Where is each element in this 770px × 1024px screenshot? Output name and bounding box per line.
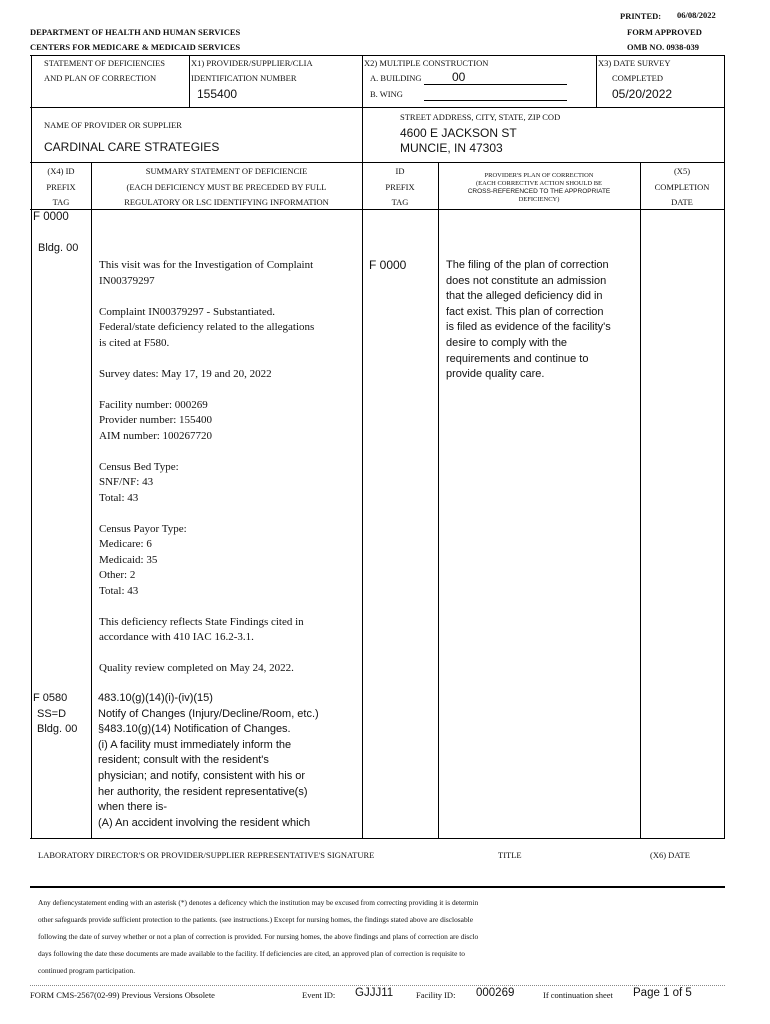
summary-para xyxy=(99,367,314,383)
id-header-2: PREFIX xyxy=(385,182,415,192)
page-number: Page 1 of 5 xyxy=(633,987,692,999)
summary-line: Complaint IN00379297 - Substantiated. xyxy=(99,305,275,318)
x1-label-2: IDENTIFICATION NUMBER xyxy=(191,73,297,83)
f580-line: her authority, the resident representative(s) xyxy=(98,785,308,798)
address-label: STREET ADDRESS, CITY, STATE, ZIP COD xyxy=(400,112,561,122)
summary-line: Survey dates: May 17, 19 and 20, 2022 xyxy=(99,367,272,380)
summary-line: Medicare: 6 xyxy=(99,538,152,550)
form-number: FORM CMS-2567(02-99) Previous Versions Obsolete xyxy=(30,990,215,1000)
summary-line: Census Bed Type: xyxy=(99,460,179,473)
form-approved: FORM APPROVED xyxy=(627,27,702,37)
summary-para xyxy=(99,398,314,445)
summary-line: Other: 2 xyxy=(99,569,136,581)
summary-line: Federal/state deficiency related to the allegations xyxy=(99,321,315,333)
summary-header-1: SUMMARY STATEMENT OF DEFICIENCIE xyxy=(145,166,308,176)
plan-line: desire to comply with the xyxy=(446,336,568,349)
plan-line: requirements and continue to xyxy=(446,352,589,365)
f0580-tag-block xyxy=(33,691,77,738)
f580-line: (A) An accident involving the resident which xyxy=(98,816,311,829)
x4-header-3: TAG xyxy=(52,197,70,207)
id-tag-f0000: F 0000 xyxy=(369,258,407,272)
plan-line: The filing of the plan of correction xyxy=(446,259,609,271)
summary-para xyxy=(99,661,314,677)
summary-line: AIM number: 100267720 xyxy=(99,429,213,442)
x4-header-2: PREFIX xyxy=(46,182,76,192)
title-label: TITLE xyxy=(498,850,522,860)
event-id-value: GJJJ11 xyxy=(355,987,394,999)
summary-line: Census Payor Type: xyxy=(99,522,187,535)
disclaimer-line: following the date of survey whether or not a plan of correction is provided. For nursing homes, the above findings and plans of correction are disclo xyxy=(38,932,479,941)
bldg-label: Bldg. 00 xyxy=(38,242,79,254)
x2-label: X2) MULTIPLE CONSTRUCTION xyxy=(364,58,489,68)
plan-line: provide quality care. xyxy=(446,368,545,381)
f580-line: when there is- xyxy=(98,801,168,814)
continuation-label: If continuation sheet xyxy=(543,990,613,1000)
facility-id-label: Facility ID: xyxy=(416,990,456,1000)
plan-header-2: (EACH CORRECTIVE ACTION SHOULD BE xyxy=(475,180,603,187)
summary-para xyxy=(99,305,314,352)
provider-number: 155400 xyxy=(197,87,238,101)
summary-line: Total: 43 xyxy=(99,491,139,504)
summary-line: IN00379297 xyxy=(99,274,155,287)
disclaimer-line: days following the date these documents are made available to the facility. If deficiencies are cited, an approved plan of correction is requisite to xyxy=(38,949,465,958)
plan-line: does not constitute an admission xyxy=(446,274,607,287)
plan-line: fact exist. This plan of correction xyxy=(446,305,604,318)
summary-para xyxy=(99,460,314,507)
x5-header-2: COMPLETION xyxy=(654,182,710,192)
summary-header-3: REGULATORY OR LSC IDENTIFYING INFORMATION xyxy=(124,197,329,207)
wing-label: B. WING xyxy=(370,89,403,99)
survey-date: 05/20/2022 xyxy=(612,87,673,101)
f580-line: resident; consult with the resident's xyxy=(98,754,269,767)
x6-date-label: (X6) DATE xyxy=(650,850,690,860)
id-header-1: ID xyxy=(395,166,405,176)
address-line-1: 4600 E JACKSON ST xyxy=(400,126,517,140)
summary-line: Total: 43 xyxy=(99,584,139,597)
summary-line: Quality review completed on May 24, 2022. xyxy=(99,662,294,674)
summary-line: Facility number: 000269 xyxy=(99,398,208,411)
printed-date: 06/08/2022 xyxy=(677,10,716,20)
summary-line: SNF/NF: 43 xyxy=(99,476,154,488)
bldg-label-2: Bldg. 00 xyxy=(37,723,78,735)
id-header-3: TAG xyxy=(391,197,409,207)
cms-name: CENTERS FOR MEDICARE & MEDICAID SERVICES xyxy=(30,42,241,52)
disclaimer xyxy=(38,894,478,979)
building-value: 00 xyxy=(452,70,466,84)
f580-line: 483.10(g)(14)(i)-(iv)(15) xyxy=(98,692,213,704)
tag-f0580: F 0580 xyxy=(33,692,68,704)
plan-header-4: DEFICIENCY) xyxy=(518,196,560,203)
summary-header-2: (EACH DEFICIENCY MUST BE PRECEDED BY FULL xyxy=(126,182,327,192)
disclaimer-line: Any defiencystatement ending with an asterisk (*) denotes a deficency which the institution may be excused from correcting providing it is determin xyxy=(38,898,479,907)
provider-name-label: NAME OF PROVIDER OR SUPPLIER xyxy=(44,120,182,130)
statement-label-1: STATEMENT OF DEFICIENCIES xyxy=(44,58,166,68)
f580-line: Notify of Changes (Injury/Decline/Room, etc.) xyxy=(98,707,319,720)
x1-label: X1) PROVIDER/SUPPLIER/CLIA xyxy=(191,58,313,68)
tag-f0000: F 0000 xyxy=(33,211,69,223)
scope-severity: SS=D xyxy=(37,707,67,720)
plan-of-correction xyxy=(446,258,611,383)
f580-line: (i) A facility must immediately inform the xyxy=(98,738,292,751)
f580-line: physician; and notify, consistent with his or xyxy=(98,769,306,782)
facility-id-value: 000269 xyxy=(476,987,515,999)
printed-label: PRINTED: xyxy=(620,11,662,21)
plan-header-1: PROVIDER'S PLAN OF CORRECTION xyxy=(484,172,594,179)
plan-header-3: CROSS-REFERENCED TO THE APPROPRIATE xyxy=(467,188,611,195)
provider-name: CARDINAL CARE STRATEGIES xyxy=(44,140,220,154)
summary-line: Provider number: 155400 xyxy=(99,414,213,426)
f580-line: §483.10(g)(14) Notification of Changes. xyxy=(98,723,291,736)
summary-para xyxy=(99,522,314,600)
omb-number: OMB NO. 0938-039 xyxy=(627,42,700,52)
disclaimer-line: continued program participation. xyxy=(38,966,136,975)
address-line-2: MUNCIE, IN 47303 xyxy=(400,141,503,155)
x3-label: X3) DATE SURVEY xyxy=(598,58,671,68)
event-id-label: Event ID: xyxy=(302,990,336,1000)
signature-label: LABORATORY DIRECTOR'S OR PROVIDER/SUPPLIER REPRESENTATIVE'S SIGNATURE xyxy=(38,850,375,860)
x5-header-3: DATE xyxy=(671,197,693,207)
dept-name: DEPARTMENT OF HEALTH AND HUMAN SERVICES xyxy=(30,27,241,37)
disclaimer-line: other safeguards provide sufficient protection to the patients. (see instructions.) Except for nursing homes, the findings stated above are disclosable xyxy=(38,915,473,924)
x3-label-2: COMPLETED xyxy=(612,73,663,83)
f0580-text xyxy=(98,691,319,831)
summary-line: This deficiency reflects State Findings cited in xyxy=(99,615,304,628)
x4-header-1: (X4) ID xyxy=(47,166,75,176)
plan-line: is filed as evidence of the facility's xyxy=(446,321,611,334)
summary-line: is cited at F580. xyxy=(99,336,170,349)
building-label: A. BUILDING xyxy=(370,73,422,83)
summary-para xyxy=(99,615,314,646)
summary-line: accordance with 410 IAC 16.2-3.1. xyxy=(99,631,254,643)
summary-line: This visit was for the Investigation of Complaint xyxy=(99,259,314,271)
x5-header-1: (X5) xyxy=(673,166,691,176)
statement-label-2: AND PLAN OF CORRECTION xyxy=(44,73,157,83)
summary-block xyxy=(99,258,314,677)
summary-line: Medicaid: 35 xyxy=(99,553,158,566)
plan-line: that the alleged deficiency did in xyxy=(446,290,603,303)
summary-para xyxy=(99,258,314,289)
